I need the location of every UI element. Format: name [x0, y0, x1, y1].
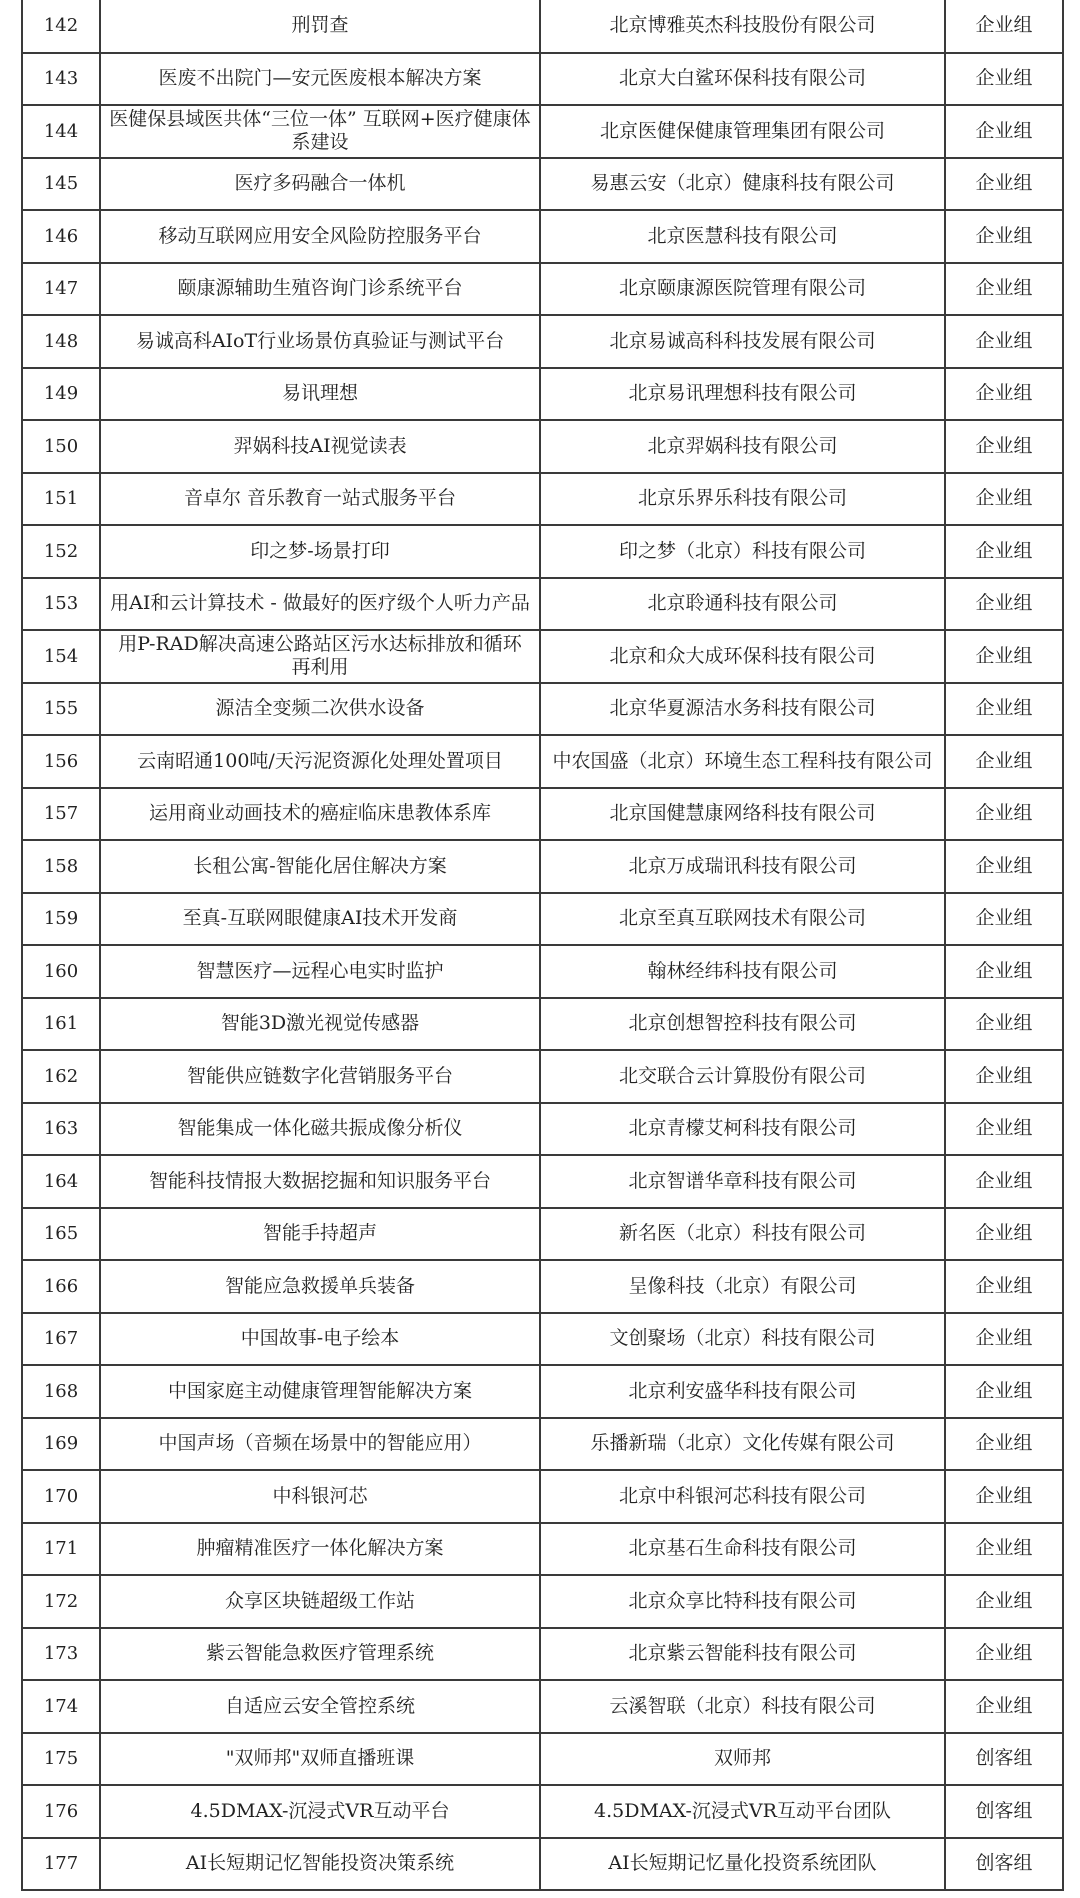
table-row — [22, 1838, 1063, 1891]
project-name: 智能供应链数字化营销服务平台 — [100, 1050, 540, 1103]
row-number: 175 — [22, 1733, 100, 1786]
company-name: 北京医健保健康管理集团有限公司 — [540, 105, 945, 158]
group-name: 企业组 — [945, 1523, 1063, 1576]
row-number: 166 — [22, 1260, 100, 1313]
row-number: 158 — [22, 840, 100, 893]
project-name: 紫云智能急救医疗管理系统 — [100, 1628, 540, 1681]
company-name: 中农国盛（北京）环境生态工程科技有限公司 — [540, 735, 945, 788]
row-number: 159 — [22, 893, 100, 946]
row-number: 142 — [22, 0, 100, 53]
table-row — [22, 368, 1063, 421]
project-name: 用P-RAD解决高速公路站区污水达标排放和循环再利用 — [100, 630, 540, 683]
group-name: 企业组 — [945, 893, 1063, 946]
project-list-table — [21, 0, 1064, 1891]
table-row — [22, 1523, 1063, 1576]
company-name: 北京中科银河芯科技有限公司 — [540, 1470, 945, 1523]
row-number: 177 — [22, 1838, 100, 1891]
table-row — [22, 945, 1063, 998]
project-name: 长租公寓-智能化居住解决方案 — [100, 840, 540, 893]
group-name: 企业组 — [945, 53, 1063, 106]
company-name: 北京至真互联网技术有限公司 — [540, 893, 945, 946]
group-name: 企业组 — [945, 1470, 1063, 1523]
table-row — [22, 1365, 1063, 1418]
project-name: 肿瘤精准医疗一体化解决方案 — [100, 1523, 540, 1576]
group-name: 企业组 — [945, 1260, 1063, 1313]
group-name: 企业组 — [945, 630, 1063, 683]
row-number: 171 — [22, 1523, 100, 1576]
company-name: 北京聆通科技有限公司 — [540, 578, 945, 631]
row-number: 174 — [22, 1680, 100, 1733]
row-number: 152 — [22, 525, 100, 578]
company-name: 北京紫云智能科技有限公司 — [540, 1628, 945, 1681]
table-row — [22, 1680, 1063, 1733]
group-name: 企业组 — [945, 315, 1063, 368]
group-name: 企业组 — [945, 735, 1063, 788]
table-row — [22, 630, 1063, 683]
table-row — [22, 1575, 1063, 1628]
group-name: 企业组 — [945, 158, 1063, 211]
table-row — [22, 315, 1063, 368]
company-name: 北京国健慧康网络科技有限公司 — [540, 788, 945, 841]
row-number: 170 — [22, 1470, 100, 1523]
group-name: 企业组 — [945, 263, 1063, 316]
company-name: 乐播新瑞（北京）文化传媒有限公司 — [540, 1418, 945, 1471]
company-name: 北京博雅英杰科技股份有限公司 — [540, 0, 945, 53]
row-number: 173 — [22, 1628, 100, 1681]
group-name: 企业组 — [945, 1103, 1063, 1156]
group-name: 企业组 — [945, 840, 1063, 893]
company-name: 北京颐康源医院管理有限公司 — [540, 263, 945, 316]
company-name: AI长短期记忆量化投资系统团队 — [540, 1838, 945, 1891]
group-name: 企业组 — [945, 368, 1063, 421]
group-name: 创客组 — [945, 1838, 1063, 1891]
company-name: 北京青檬艾柯科技有限公司 — [540, 1103, 945, 1156]
table-row — [22, 1155, 1063, 1208]
company-name: 北京和众大成环保科技有限公司 — [540, 630, 945, 683]
project-name: 4.5DMAX-沉浸式VR互动平台 — [100, 1785, 540, 1838]
company-name: 北京创想智控科技有限公司 — [540, 998, 945, 1051]
row-number: 162 — [22, 1050, 100, 1103]
company-name: 北京医慧科技有限公司 — [540, 210, 945, 263]
table-row — [22, 1628, 1063, 1681]
company-name: 呈像科技（北京）有限公司 — [540, 1260, 945, 1313]
group-name: 企业组 — [945, 473, 1063, 526]
company-name: 云溪智联（北京）科技有限公司 — [540, 1680, 945, 1733]
group-name: 企业组 — [945, 0, 1063, 53]
row-number: 145 — [22, 158, 100, 211]
group-name: 企业组 — [945, 525, 1063, 578]
company-name: 翰林经纬科技有限公司 — [540, 945, 945, 998]
group-name: 创客组 — [945, 1785, 1063, 1838]
company-name: 北京易诚高科科技发展有限公司 — [540, 315, 945, 368]
company-name: 北京易讯理想科技有限公司 — [540, 368, 945, 421]
row-number: 160 — [22, 945, 100, 998]
project-name: "双师邦"双师直播班课 — [100, 1733, 540, 1786]
group-name: 创客组 — [945, 1733, 1063, 1786]
table-row — [22, 735, 1063, 788]
project-name: 医废不出院门—安元医废根本解决方案 — [100, 53, 540, 106]
company-name: 4.5DMAX-沉浸式VR互动平台团队 — [540, 1785, 945, 1838]
row-number: 164 — [22, 1155, 100, 1208]
table-row — [22, 525, 1063, 578]
project-name: 云南昭通100吨/天污泥资源化处理处置项目 — [100, 735, 540, 788]
project-name: 自适应云安全管控系统 — [100, 1680, 540, 1733]
company-name: 易惠云安（北京）健康科技有限公司 — [540, 158, 945, 211]
company-name: 新名医（北京）科技有限公司 — [540, 1208, 945, 1261]
table-row — [22, 788, 1063, 841]
project-name: 智慧医疗—远程心电实时监护 — [100, 945, 540, 998]
group-name: 企业组 — [945, 1313, 1063, 1366]
project-name: 音卓尔 音乐教育一站式服务平台 — [100, 473, 540, 526]
project-name: AI长短期记忆智能投资决策系统 — [100, 1838, 540, 1891]
project-name: 医健保县域医共体“三位一体” 互联网+医疗健康体系建设 — [100, 105, 540, 158]
project-name: 中科银河芯 — [100, 1470, 540, 1523]
company-name: 北京智谱华章科技有限公司 — [540, 1155, 945, 1208]
row-number: 157 — [22, 788, 100, 841]
project-name: 印之梦-场景打印 — [100, 525, 540, 578]
table-row — [22, 158, 1063, 211]
row-number: 146 — [22, 210, 100, 263]
group-name: 企业组 — [945, 1680, 1063, 1733]
project-name: 智能集成一体化磁共振成像分析仪 — [100, 1103, 540, 1156]
project-name: 中国故事-电子绘本 — [100, 1313, 540, 1366]
company-name: 北京利安盛华科技有限公司 — [540, 1365, 945, 1418]
table-row — [22, 1260, 1063, 1313]
project-name: 易诚高科AIoT行业场景仿真验证与测试平台 — [100, 315, 540, 368]
project-name: 中国声场（音频在场景中的智能应用） — [100, 1418, 540, 1471]
group-name: 企业组 — [945, 1418, 1063, 1471]
table-body — [22, 0, 1063, 1890]
company-name: 双师邦 — [540, 1733, 945, 1786]
group-name: 企业组 — [945, 1365, 1063, 1418]
table-row — [22, 420, 1063, 473]
company-name: 北京大白鲨环保科技有限公司 — [540, 53, 945, 106]
table-row — [22, 1208, 1063, 1261]
row-number: 144 — [22, 105, 100, 158]
group-name: 企业组 — [945, 998, 1063, 1051]
group-name: 企业组 — [945, 945, 1063, 998]
company-name: 北京乐界乐科技有限公司 — [540, 473, 945, 526]
row-number: 167 — [22, 1313, 100, 1366]
table-row — [22, 578, 1063, 631]
row-number: 161 — [22, 998, 100, 1051]
table-row — [22, 998, 1063, 1051]
company-name: 印之梦（北京）科技有限公司 — [540, 525, 945, 578]
company-name: 北京众享比特科技有限公司 — [540, 1575, 945, 1628]
company-name: 北京万成瑞讯科技有限公司 — [540, 840, 945, 893]
row-number: 149 — [22, 368, 100, 421]
row-number: 155 — [22, 683, 100, 736]
row-number: 143 — [22, 53, 100, 106]
project-name: 智能手持超声 — [100, 1208, 540, 1261]
project-name: 中国家庭主动健康管理智能解决方案 — [100, 1365, 540, 1418]
group-name: 企业组 — [945, 1208, 1063, 1261]
table-row — [22, 1470, 1063, 1523]
row-number: 176 — [22, 1785, 100, 1838]
row-number: 165 — [22, 1208, 100, 1261]
group-name: 企业组 — [945, 105, 1063, 158]
project-name: 源洁全变频二次供水设备 — [100, 683, 540, 736]
table-row — [22, 473, 1063, 526]
project-name: 智能3D激光视觉传感器 — [100, 998, 540, 1051]
project-name: 颐康源辅助生殖咨询门诊系统平台 — [100, 263, 540, 316]
row-number: 156 — [22, 735, 100, 788]
group-name: 企业组 — [945, 210, 1063, 263]
company-name: 北京华夏源洁水务科技有限公司 — [540, 683, 945, 736]
company-name: 北交联合云计算股份有限公司 — [540, 1050, 945, 1103]
row-number: 148 — [22, 315, 100, 368]
project-name: 易讯理想 — [100, 368, 540, 421]
group-name: 企业组 — [945, 788, 1063, 841]
company-name: 北京羿娲科技有限公司 — [540, 420, 945, 473]
table-row — [22, 210, 1063, 263]
row-number: 169 — [22, 1418, 100, 1471]
row-number: 172 — [22, 1575, 100, 1628]
company-name: 北京基石生命科技有限公司 — [540, 1523, 945, 1576]
group-name: 企业组 — [945, 683, 1063, 736]
table-row — [22, 683, 1063, 736]
row-number: 151 — [22, 473, 100, 526]
project-name: 羿娲科技AI视觉读表 — [100, 420, 540, 473]
row-number: 147 — [22, 263, 100, 316]
table-row — [22, 105, 1063, 158]
table-row — [22, 1050, 1063, 1103]
project-name: 至真-互联网眼健康AI技术开发商 — [100, 893, 540, 946]
table-row — [22, 0, 1063, 53]
project-name: 移动互联网应用安全风险防控服务平台 — [100, 210, 540, 263]
group-name: 企业组 — [945, 1575, 1063, 1628]
group-name: 企业组 — [945, 1628, 1063, 1681]
row-number: 168 — [22, 1365, 100, 1418]
table-row — [22, 1313, 1063, 1366]
project-name: 刑罚查 — [100, 0, 540, 53]
table-row — [22, 1418, 1063, 1471]
row-number: 153 — [22, 578, 100, 631]
project-name: 智能应急救援单兵装备 — [100, 1260, 540, 1313]
table-row — [22, 53, 1063, 106]
group-name: 企业组 — [945, 1050, 1063, 1103]
group-name: 企业组 — [945, 1155, 1063, 1208]
row-number: 154 — [22, 630, 100, 683]
table-row — [22, 893, 1063, 946]
table-row — [22, 1785, 1063, 1838]
project-name: 众享区块链超级工作站 — [100, 1575, 540, 1628]
table-row — [22, 1103, 1063, 1156]
group-name: 企业组 — [945, 420, 1063, 473]
table-row — [22, 1733, 1063, 1786]
table-row — [22, 263, 1063, 316]
row-number: 150 — [22, 420, 100, 473]
project-name: 智能科技情报大数据挖掘和知识服务平台 — [100, 1155, 540, 1208]
project-name: 用AI和云计算技术 - 做最好的医疗级个人听力产品 — [100, 578, 540, 631]
company-name: 文创聚场（北京）科技有限公司 — [540, 1313, 945, 1366]
project-name: 运用商业动画技术的癌症临床患教体系库 — [100, 788, 540, 841]
table-row — [22, 840, 1063, 893]
row-number: 163 — [22, 1103, 100, 1156]
group-name: 企业组 — [945, 578, 1063, 631]
project-name: 医疗多码融合一体机 — [100, 158, 540, 211]
